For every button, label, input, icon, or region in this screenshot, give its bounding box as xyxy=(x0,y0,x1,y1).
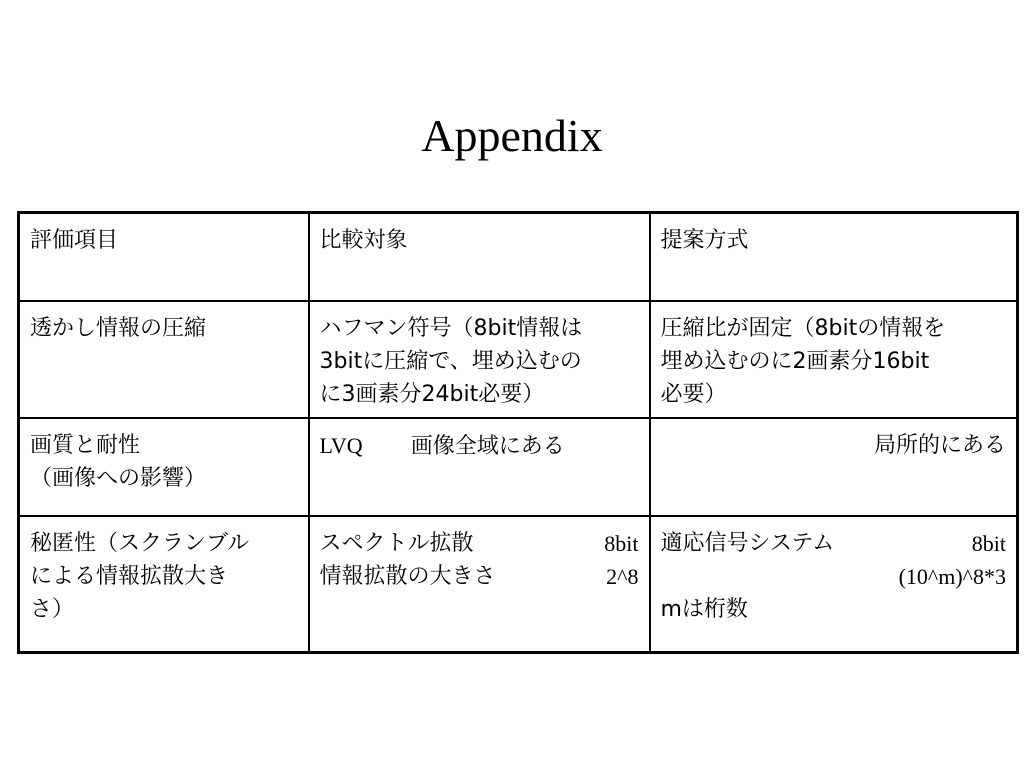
adaptive-signal-value: 8bit xyxy=(971,531,1006,556)
table-header-row xyxy=(19,213,1018,302)
cell-proposed-compression xyxy=(650,301,1018,418)
header-cell-comparison: 比較対象 xyxy=(309,213,650,302)
cell-item-secrecy xyxy=(19,516,309,653)
proposed-quality-text: 局所的にある xyxy=(873,433,1006,458)
header-cell-evaluation-item: 評価項目 xyxy=(19,213,309,302)
cell-proposed-secrecy xyxy=(650,516,1018,653)
cell-line: 画質と耐性 xyxy=(30,433,141,458)
cell-item-quality xyxy=(19,418,309,516)
cell-proposed-quality xyxy=(650,418,1018,516)
digits-note: mは桁数 xyxy=(660,597,748,622)
table-row xyxy=(19,418,1018,516)
diffusion-size-value: 2^8 xyxy=(606,564,639,589)
diffusion-size-label: 情報拡散の大きさ xyxy=(319,564,496,589)
header-cell-proposed: 提案方式 xyxy=(650,213,1018,302)
cell-item-compression: 透かし情報の圧縮 xyxy=(19,301,309,418)
appendix-table xyxy=(17,211,1019,654)
formula-text: (10^m)^8*3 xyxy=(898,564,1006,589)
cell-line xyxy=(320,429,639,463)
slide-title: Appendix xyxy=(421,110,603,161)
cell-compare-quality xyxy=(309,418,650,516)
cell-line: さ） xyxy=(30,597,75,622)
cell-line: に3画素分24bit必要） xyxy=(319,382,545,407)
spread-spectrum-line xyxy=(320,527,639,560)
cell-line: 圧縮比が固定（8bitの情報を xyxy=(660,316,946,341)
cell-line: 必要） xyxy=(660,382,727,407)
cell-line: による情報拡散大き xyxy=(30,564,229,589)
lvq-value: 画像全域にある xyxy=(410,434,565,459)
table-row xyxy=(19,516,1018,653)
spread-spectrum-label: スペクトル拡散 xyxy=(319,531,474,556)
cell-line: （画像への影響） xyxy=(30,466,207,491)
cell-line: 3bitに圧縮で、埋め込むの xyxy=(319,349,582,374)
cell-compare-compression xyxy=(309,301,650,418)
table-row xyxy=(19,301,1018,418)
lvq-label: LVQ xyxy=(319,433,363,458)
cell-line: ハフマン符号（8bit情報は xyxy=(319,316,583,341)
cell-compare-secrecy xyxy=(309,516,650,653)
adaptive-signal-label: 適応信号システム xyxy=(660,531,835,556)
adaptive-signal-line xyxy=(661,527,1007,560)
cell-line: 埋め込むのに2画素分16bit xyxy=(660,349,930,374)
diffusion-size-line xyxy=(320,560,639,593)
spread-spectrum-value: 8bit xyxy=(604,531,639,556)
cell-line: 秘匿性（スクランブル xyxy=(30,531,250,556)
